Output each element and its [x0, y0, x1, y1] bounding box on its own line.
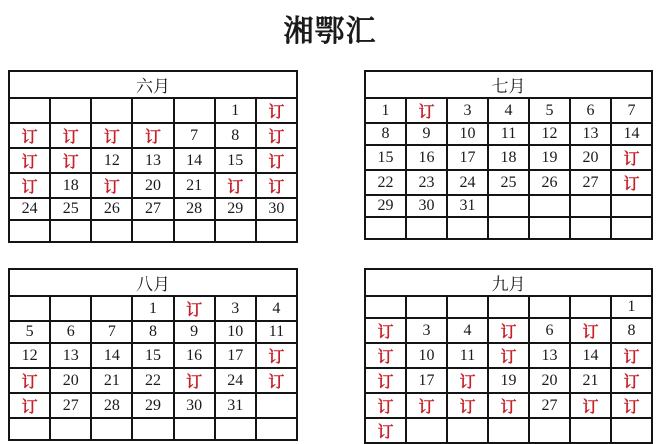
day-cell: 20: [132, 173, 173, 198]
day-cell: 22: [132, 368, 173, 393]
day-cell: 1: [365, 98, 406, 123]
day-cell: 12: [529, 123, 570, 145]
booked-cell: 订: [174, 368, 215, 393]
day-cell: 17: [406, 368, 447, 393]
day-cell: 1: [132, 296, 173, 321]
empty-cell: [174, 418, 215, 440]
booked-cell: 订: [611, 368, 652, 393]
booked-cell: 订: [50, 123, 91, 148]
empty-cell: [611, 195, 652, 217]
booked-cell: 订: [215, 173, 256, 198]
calendar-week-row: [9, 173, 297, 198]
day-cell: 6: [570, 98, 611, 123]
month-header-row: [365, 269, 652, 296]
empty-cell: [256, 418, 297, 440]
day-cell: 18: [50, 173, 91, 198]
day-cell: 24: [215, 368, 256, 393]
day-cell: 29: [365, 195, 406, 217]
calendar-week-row: [9, 148, 297, 173]
day-cell: 22: [365, 170, 406, 195]
page-title: 湘鄂汇: [283, 15, 377, 48]
day-cell: 24: [9, 198, 50, 220]
booked-cell: 订: [611, 145, 652, 170]
booked-cell: 订: [488, 343, 529, 368]
day-cell: 3: [447, 98, 488, 123]
empty-cell: [406, 296, 447, 318]
calendar-table: [364, 268, 653, 444]
day-cell: 17: [215, 343, 256, 368]
day-cell: 18: [488, 145, 529, 170]
empty-cell: [406, 418, 447, 443]
empty-cell: [9, 296, 50, 321]
calendar-week-row: [365, 318, 652, 343]
booked-cell: 订: [570, 318, 611, 343]
day-cell: 14: [91, 343, 132, 368]
calendar-week-row: [365, 145, 652, 170]
day-cell: 30: [256, 198, 297, 220]
calendar-table: [8, 268, 298, 441]
day-cell: 14: [611, 123, 652, 145]
booked-cell: 订: [488, 318, 529, 343]
day-cell: 7: [611, 98, 652, 123]
empty-cell: [570, 418, 611, 443]
day-cell: 9: [174, 321, 215, 343]
day-cell: 27: [529, 393, 570, 418]
empty-cell: [50, 418, 91, 440]
calendar-week-row: [365, 393, 652, 418]
empty-cell: [611, 217, 652, 239]
day-cell: 19: [529, 145, 570, 170]
day-cell: 4: [256, 296, 297, 321]
month-header-row: [9, 269, 297, 296]
day-cell: 21: [91, 368, 132, 393]
empty-cell: [488, 195, 529, 217]
day-cell: 21: [174, 173, 215, 198]
day-cell: 4: [488, 98, 529, 123]
empty-cell: [611, 418, 652, 443]
booked-cell: 订: [365, 393, 406, 418]
calendar-week-row: [365, 170, 652, 195]
booked-cell: 订: [9, 148, 50, 173]
day-cell: 7: [91, 321, 132, 343]
booked-cell: 订: [611, 170, 652, 195]
day-cell: 21: [570, 368, 611, 393]
day-cell: 11: [488, 123, 529, 145]
booked-cell: 订: [256, 173, 297, 198]
day-cell: 3: [406, 318, 447, 343]
month-title: 八月: [9, 269, 297, 296]
day-cell: 29: [215, 198, 256, 220]
calendar-week-row: [365, 195, 652, 217]
day-cell: 11: [256, 321, 297, 343]
day-cell: 29: [132, 393, 173, 418]
day-cell: 16: [406, 145, 447, 170]
day-cell: 3: [215, 296, 256, 321]
empty-cell: [50, 98, 91, 123]
calendar-july: [364, 70, 653, 223]
calendar-august: [8, 268, 298, 423]
calendar-week-row: [365, 217, 652, 239]
empty-cell: [529, 296, 570, 318]
calendar-week-row: [9, 368, 297, 393]
day-cell: 14: [570, 343, 611, 368]
calendar-week-row: [365, 123, 652, 145]
empty-cell: [570, 195, 611, 217]
empty-cell: [529, 195, 570, 217]
day-cell: 11: [447, 343, 488, 368]
day-cell: 19: [488, 368, 529, 393]
calendar-week-row: [365, 296, 652, 318]
month-header-row: [365, 71, 652, 98]
day-cell: 5: [529, 98, 570, 123]
empty-cell: [488, 217, 529, 239]
day-cell: 30: [174, 393, 215, 418]
booked-cell: 订: [447, 368, 488, 393]
day-cell: 13: [132, 148, 173, 173]
empty-cell: [50, 220, 91, 242]
day-cell: 8: [611, 318, 652, 343]
booked-cell: 订: [9, 368, 50, 393]
day-cell: 26: [529, 170, 570, 195]
day-cell: 13: [570, 123, 611, 145]
day-cell: 20: [529, 368, 570, 393]
day-cell: 5: [9, 321, 50, 343]
booked-cell: 订: [91, 173, 132, 198]
booked-cell: 订: [9, 123, 50, 148]
calendar-week-row: [365, 418, 652, 443]
booked-cell: 订: [256, 123, 297, 148]
empty-cell: [570, 296, 611, 318]
calendar-week-row: [365, 368, 652, 393]
calendar-week-row: [9, 98, 297, 123]
day-cell: 31: [447, 195, 488, 217]
day-cell: 26: [91, 198, 132, 220]
empty-cell: [365, 217, 406, 239]
day-cell: 17: [447, 145, 488, 170]
empty-cell: [50, 296, 91, 321]
calendar-week-row: [9, 296, 297, 321]
booked-cell: 订: [447, 393, 488, 418]
calendar-week-row: [9, 418, 297, 440]
empty-cell: [570, 217, 611, 239]
empty-cell: [174, 220, 215, 242]
empty-cell: [256, 220, 297, 242]
booked-cell: 订: [570, 393, 611, 418]
booked-cell: 订: [174, 296, 215, 321]
day-cell: 14: [174, 148, 215, 173]
booked-cell: 订: [9, 393, 50, 418]
day-cell: 28: [174, 198, 215, 220]
calendar-week-row: [9, 343, 297, 368]
empty-cell: [488, 418, 529, 443]
calendar-june: [8, 70, 298, 223]
day-cell: 13: [50, 343, 91, 368]
day-cell: 20: [50, 368, 91, 393]
empty-cell: [406, 217, 447, 239]
day-cell: 12: [91, 148, 132, 173]
day-cell: 8: [215, 123, 256, 148]
empty-cell: [9, 418, 50, 440]
day-cell: 15: [215, 148, 256, 173]
calendar-week-row: [9, 198, 297, 220]
calendar-table: [8, 70, 298, 243]
day-cell: 24: [447, 170, 488, 195]
empty-cell: [91, 418, 132, 440]
booked-cell: 订: [365, 368, 406, 393]
booked-cell: 订: [50, 148, 91, 173]
day-cell: 6: [529, 318, 570, 343]
day-cell: 1: [215, 98, 256, 123]
calendar-week-row: [9, 321, 297, 343]
empty-cell: [215, 220, 256, 242]
day-cell: 15: [132, 343, 173, 368]
empty-cell: [529, 418, 570, 443]
day-cell: 10: [215, 321, 256, 343]
day-cell: 9: [406, 123, 447, 145]
day-cell: 30: [406, 195, 447, 217]
day-cell: 16: [174, 343, 215, 368]
calendar-week-row: [365, 98, 652, 123]
month-title: 九月: [365, 269, 652, 296]
day-cell: 27: [50, 393, 91, 418]
booked-cell: 订: [132, 123, 173, 148]
booked-cell: 订: [488, 393, 529, 418]
day-cell: 6: [50, 321, 91, 343]
day-cell: 8: [132, 321, 173, 343]
day-cell: 25: [488, 170, 529, 195]
empty-cell: [256, 393, 297, 418]
empty-cell: [529, 217, 570, 239]
calendar-september: [364, 268, 653, 441]
month-title: 六月: [9, 71, 297, 98]
empty-cell: [365, 296, 406, 318]
day-cell: 12: [9, 343, 50, 368]
day-cell: 27: [570, 170, 611, 195]
empty-cell: [132, 418, 173, 440]
empty-cell: [91, 296, 132, 321]
day-cell: 25: [50, 198, 91, 220]
empty-cell: [91, 98, 132, 123]
calendar-week-row: [9, 220, 297, 242]
month-header-row: [9, 71, 297, 98]
day-cell: 31: [215, 393, 256, 418]
empty-cell: [215, 418, 256, 440]
day-cell: 27: [132, 198, 173, 220]
day-cell: 28: [91, 393, 132, 418]
day-cell: 13: [529, 343, 570, 368]
booked-cell: 订: [256, 343, 297, 368]
day-cell: 8: [365, 123, 406, 145]
booked-cell: 订: [365, 318, 406, 343]
empty-cell: [447, 296, 488, 318]
day-cell: 15: [365, 145, 406, 170]
calendar-table: [364, 70, 653, 240]
calendar-week-row: [9, 123, 297, 148]
booked-cell: 订: [256, 148, 297, 173]
day-cell: 7: [174, 123, 215, 148]
empty-cell: [9, 98, 50, 123]
empty-cell: [174, 98, 215, 123]
day-cell: 1: [611, 296, 652, 318]
calendar-week-row: [9, 393, 297, 418]
calendar-week-row: [365, 343, 652, 368]
empty-cell: [91, 220, 132, 242]
day-cell: 20: [570, 145, 611, 170]
booked-cell: 订: [256, 98, 297, 123]
booked-cell: 订: [256, 368, 297, 393]
booked-cell: 订: [91, 123, 132, 148]
empty-cell: [488, 296, 529, 318]
booked-cell: 订: [365, 343, 406, 368]
booked-cell: 订: [406, 393, 447, 418]
month-title: 七月: [365, 71, 652, 98]
day-cell: 23: [406, 170, 447, 195]
empty-cell: [132, 220, 173, 242]
day-cell: 4: [447, 318, 488, 343]
empty-cell: [447, 217, 488, 239]
booked-cell: 订: [611, 343, 652, 368]
day-cell: 10: [447, 123, 488, 145]
empty-cell: [447, 418, 488, 443]
empty-cell: [132, 98, 173, 123]
booked-cell: 订: [365, 418, 406, 443]
empty-cell: [9, 220, 50, 242]
booked-cell: 订: [9, 173, 50, 198]
day-cell: 10: [406, 343, 447, 368]
booked-cell: 订: [611, 393, 652, 418]
booked-cell: 订: [406, 98, 447, 123]
